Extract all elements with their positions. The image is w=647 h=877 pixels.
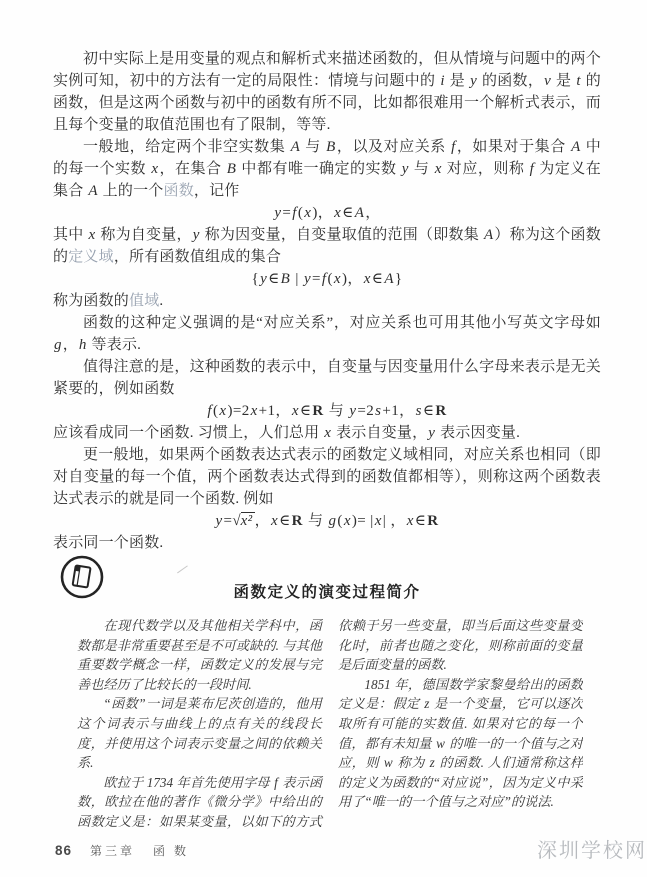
reading-book-icon: [59, 554, 105, 600]
text-run: )，: [312, 205, 334, 221]
text-run: 在现代数学以及其他相关学科中，函数都是非常重要甚至是不可或缺的. 与其他重要数学概念一样，函数定义的发展与完善也经历了比较长的一段时间.: [77, 618, 322, 692]
text-run: ，: [254, 513, 270, 529]
math-variable: x: [324, 425, 332, 441]
paragraph: [53, 290, 601, 312]
text-run: 1851 年，德国数学家黎曼给出的函数定义是：假定: [338, 676, 583, 712]
math-variable: h: [78, 337, 87, 353]
footer-page-number: 86: [55, 843, 73, 858]
text-run: 表示函数，欧拉在他的著作《微分学》中给出的函数定义是：如果某变量，以如下的方式依赖于另一些变量，即当后面这些变量变化时，前者也随之变化，则称前面的变量是后面变量的函数.: [77, 618, 583, 829]
text-run: | ，: [382, 513, 406, 529]
math-variable: s: [415, 403, 422, 419]
math-variable: A: [88, 183, 98, 199]
math-variable: B: [326, 139, 336, 155]
text-run: {: [251, 271, 260, 287]
text-run: 称为: [393, 755, 429, 771]
math-variable: z: [429, 755, 435, 771]
text-run: 中都有唯一确定的实数: [237, 161, 401, 177]
math-set-symbol: R: [427, 513, 439, 529]
text-run: 表示同一个函数.: [53, 535, 164, 551]
text-run: ∈: [342, 205, 354, 221]
math-variable: A: [290, 139, 300, 155]
math-variable: f: [451, 139, 456, 155]
text-run: 应该看成同一个函数. 习惯上，人们总用: [53, 425, 324, 441]
math-formula: [53, 202, 601, 224]
text-run: =2: [357, 403, 375, 419]
paragraph: [53, 444, 601, 510]
text-run: ∈: [371, 271, 384, 287]
math-variable: v: [544, 73, 551, 89]
text-run: 是: [551, 73, 576, 89]
math-variable: f: [207, 403, 212, 419]
text-run: ，如果对于集合: [456, 139, 571, 155]
math-variable: A: [483, 227, 494, 243]
text-run: 与: [300, 139, 326, 155]
math-variable: x: [363, 271, 371, 287]
key-term: 值域: [129, 293, 160, 309]
math-variable: x: [151, 161, 159, 177]
math-variable: y: [401, 161, 409, 177]
math-variable: g: [54, 337, 62, 353]
math-variable: y: [303, 271, 312, 287]
paragraph: [53, 356, 601, 400]
text-run: =: [223, 513, 233, 529]
math-variable: x: [343, 513, 351, 529]
text-run: }: [394, 271, 403, 287]
math-variable: x: [219, 403, 227, 419]
math-variable: y: [428, 425, 436, 441]
text-run: ∈: [414, 513, 427, 529]
math-variable: y: [260, 271, 268, 287]
text-run: 称为自变量，: [96, 227, 192, 243]
text-run: 与: [409, 161, 434, 177]
math-variable: A: [571, 139, 581, 155]
text-run: =: [282, 205, 292, 221]
math-variable: B: [226, 161, 237, 177]
math-variable: x: [271, 513, 279, 529]
text-run: )= |: [351, 513, 374, 529]
math-variable: y: [349, 403, 357, 419]
reading-section: [53, 548, 601, 844]
math-formula: [53, 268, 601, 290]
text-run: )=2: [227, 403, 250, 419]
text-run: 其中: [53, 227, 88, 243]
math-variable: x: [334, 205, 342, 221]
text-run: =: [312, 271, 321, 287]
math-variable: x: [406, 513, 414, 529]
math-variable: y: [192, 227, 200, 243]
paragraph: [338, 675, 583, 812]
math-variable: g: [328, 513, 337, 529]
text-run: 更一般地，如果两个函数表达式表示的函数定义域相同，对应关系也相同（即对自变量的每一个值，两个函数表达式得到的函数值都相等），则称这两个函数表达式表示的就是同一个函数. 例如: [53, 447, 601, 507]
math-variable: x: [250, 403, 258, 419]
watermark: 深圳学校网: [537, 840, 647, 862]
key-term: 函数: [163, 183, 194, 199]
text-run: ）称为这个函数的: [53, 227, 601, 265]
text-run: ∈: [299, 403, 312, 419]
text-run: 称为因变量，自变量取值的范围（即数集: [200, 227, 483, 243]
math-variable: x: [333, 271, 341, 287]
math-set-symbol: R: [312, 403, 324, 419]
text-run: 的函数，: [477, 73, 544, 89]
body-text-block: [53, 48, 601, 554]
math-variable: x: [291, 403, 299, 419]
text-run: 上的一个: [98, 183, 164, 199]
math-set-symbol: R: [435, 403, 447, 419]
math-variable: x: [88, 227, 96, 243]
math-variable: y: [215, 513, 223, 529]
text-run: +1，: [258, 403, 291, 419]
text-run: 对应，则称: [442, 161, 529, 177]
text-run: ∈: [268, 271, 280, 287]
text-run: 函数的这种定义强调的是“对应关系”，对应关系也可用其他小写英文字母如: [83, 315, 601, 331]
math-variable: t: [576, 73, 581, 89]
text-run: 表示自变量，: [332, 425, 428, 441]
math-variable: f: [274, 774, 278, 790]
text-run: ，所有函数值组成的集合: [113, 249, 282, 265]
text-run: (: [337, 513, 343, 529]
text-run: 是: [445, 73, 470, 89]
text-run: 的函数，但是这两个函数与初中的函数有所不同，比如都很难用一个解析式表示，而且每个变量的取值范围也有了限制，等等.: [53, 73, 601, 133]
math-variable: s: [375, 403, 382, 419]
paragraph: [53, 224, 601, 268]
text-run: 的函数. 人们通常称这样的定义为函数的“对应说”，因为定义中采用了“唯一的一个值与之对应”的说法.: [338, 755, 583, 810]
text-run: 初中实际上是用变量的观点和解析式来描述函数的，但从情境与问题中的两个实例可知，初中的方法有一定的局限性：情境与问题中的: [53, 51, 601, 89]
reading-columns: [77, 616, 583, 844]
text-run: ，在集合: [159, 161, 226, 177]
text-run: 与: [324, 403, 349, 419]
sqrt-expression: √x²: [232, 513, 253, 529]
text-run: 是一个变量，它可以逐次取所有可能的实数值. 如果对它的每一个值，都有未知量: [338, 696, 583, 751]
math-formula: [53, 400, 601, 422]
paragraph: [53, 312, 601, 356]
text-run: 表示因变量.: [436, 425, 521, 441]
paragraph: [53, 422, 601, 444]
page-footer: [55, 842, 189, 859]
reading-heading: 函数定义的演变过程简介: [233, 584, 421, 601]
key-term: 定义域: [68, 249, 114, 265]
text-run: 值得注意的是，这种函数的表示中，自变量与因变量用什么字母来表示是无关紧要的，例如函数: [53, 359, 601, 397]
math-set-symbol: R: [291, 513, 303, 529]
math-variable: y: [470, 73, 477, 89]
math-variable: f: [529, 161, 534, 177]
text-run: 称为函数的: [53, 293, 130, 309]
text-run: .: [159, 293, 164, 309]
text-run: ，: [365, 205, 381, 221]
text-run: +1，: [382, 403, 415, 419]
text-run: ，: [62, 337, 78, 353]
text-run: (: [212, 403, 219, 419]
math-variable: A: [354, 205, 365, 221]
text-run: (: [327, 271, 333, 287]
math-variable: x: [434, 161, 442, 177]
footer-chapter-title: 函 数: [153, 844, 190, 858]
math-variable: w: [436, 735, 445, 751]
math-variable: y: [274, 205, 282, 221]
math-formula: [53, 510, 601, 532]
math-variable: B: [280, 271, 291, 287]
text-run: (: [297, 205, 304, 221]
text-run: ，以及对应关系: [336, 139, 451, 155]
math-variable: A: [384, 271, 394, 287]
text-run: )，: [341, 271, 363, 287]
paragraph: [77, 616, 322, 694]
math-variable: x: [374, 513, 382, 529]
math-variable: f: [292, 205, 297, 221]
text-run: 为定义在集合: [53, 161, 601, 199]
text-run: 一般地，给定两个非空实数集: [83, 139, 290, 155]
math-variable: x: [304, 205, 312, 221]
text-run: 的唯一的一个值与之对应，则: [338, 735, 583, 771]
paragraph: [77, 694, 322, 772]
text-run: 与: [303, 513, 328, 529]
text-run: 中的每一个实数: [53, 139, 601, 177]
math-variable: w: [383, 755, 393, 771]
math-variable: f: [321, 271, 327, 287]
text-run: “函数”一词是莱布尼茨创造的，他用这个词表示与曲线上的点有关的线段长度，并使用这个词表示变量之间的依赖关系.: [77, 696, 322, 771]
text-run: 等表示.: [87, 337, 142, 353]
footer-chapter-label: 第三章: [90, 844, 136, 858]
text-run: |: [291, 271, 303, 287]
text-run: ∈: [279, 513, 291, 529]
math-variable: i: [440, 73, 445, 89]
text-run: 欧拉于 1734 年首先使用字母: [103, 774, 274, 790]
math-variable: z: [424, 696, 430, 712]
paragraph: [53, 48, 601, 136]
text-run: ∈: [422, 403, 435, 419]
paragraph: [53, 136, 601, 202]
text-run: ，记作: [193, 183, 240, 199]
